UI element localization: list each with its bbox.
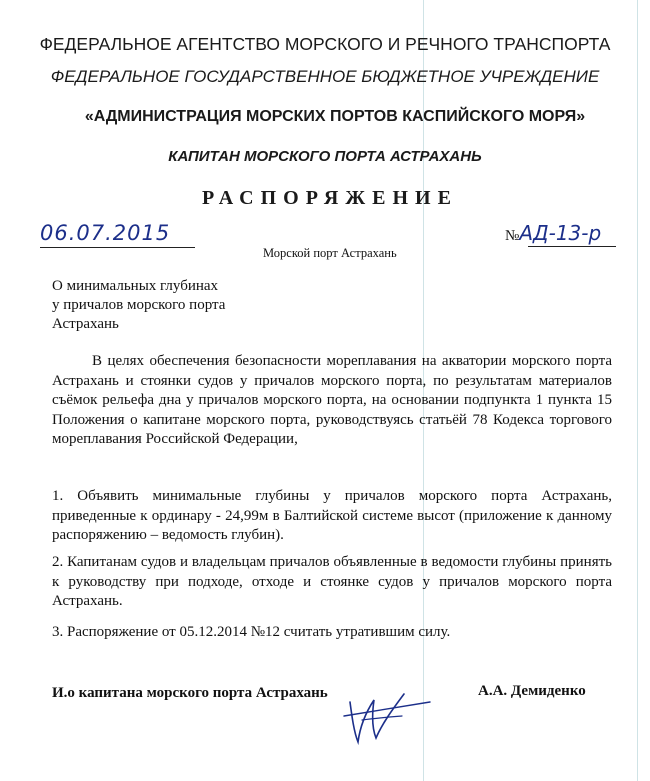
issuer-title: КАПИТАН МОРСКОГО ПОРТА АСТРАХАНЬ [168, 148, 482, 165]
intro-paragraph: В целях обеспечения безопасности мореплавания на акватории морского порта Астрахань и стоянки судов у причалов морского порта, по результатам материалов съёмок рельефа дна у причалов морского порта, на основании подпункта 1 пункта 15 Положения о капитане морского порта, руководствуясь статьёй 78 Кодекса торгового мореплавания Российской Федерации, [52, 353, 612, 448]
order-item-1: 1. Объявить минимальные глубины у причалов морского порта Астрахань, приведенные к ординару - 24,99м в Балтийской системе высот (приложение к данному распоряжению – ведомость глубин). [52, 488, 612, 544]
number-underline [528, 246, 616, 247]
institution-type: ФЕДЕРАЛЬНОЕ ГОСУДАРСТВЕННОЕ БЮДЖЕТНОЕ УЧРЕЖДЕНИЕ [50, 67, 600, 86]
signatory-position: И.о капитана морского порта Астрахань [52, 685, 328, 701]
order-item-3: 3. Распоряжение от 05.12.2014 №12 считать утратившим силу. [52, 624, 451, 640]
subject-line: у причалов морского порта [52, 297, 226, 313]
document-number [505, 221, 601, 245]
handwritten-signature [342, 672, 432, 752]
order-item-2: 2. Капитанам судов и владельцам причалов объявленные в ведомости глубины принять к руководству при подходе, отходе и стоянке судов у причалов морского порта Астрахань. [52, 554, 612, 610]
signatory-name: А.А. Демиденко [478, 683, 586, 699]
agency-name: ФЕДЕРАЛЬНОЕ АГЕНТСТВО МОРСКОГО И РЕЧНОГО ТРАНСПОРТА [39, 34, 611, 54]
handwritten-date: 06.07.2015 [40, 221, 171, 245]
subject-line: Астрахань [52, 316, 119, 332]
date-underline [40, 247, 195, 248]
handwritten-number: АД-13-р [519, 221, 602, 245]
document-title: РАСПОРЯЖЕНИЕ [202, 187, 458, 209]
issue-place: Морской порт Астрахань [263, 246, 397, 260]
institution-name: «АДМИНИСТРАЦИЯ МОРСКИХ ПОРТОВ КАСПИЙСКОГО МОРЯ» [84, 108, 586, 125]
subject-line: О минимальных глубинах [52, 278, 219, 294]
number-sign: № [505, 228, 520, 244]
subject-block [52, 277, 225, 334]
